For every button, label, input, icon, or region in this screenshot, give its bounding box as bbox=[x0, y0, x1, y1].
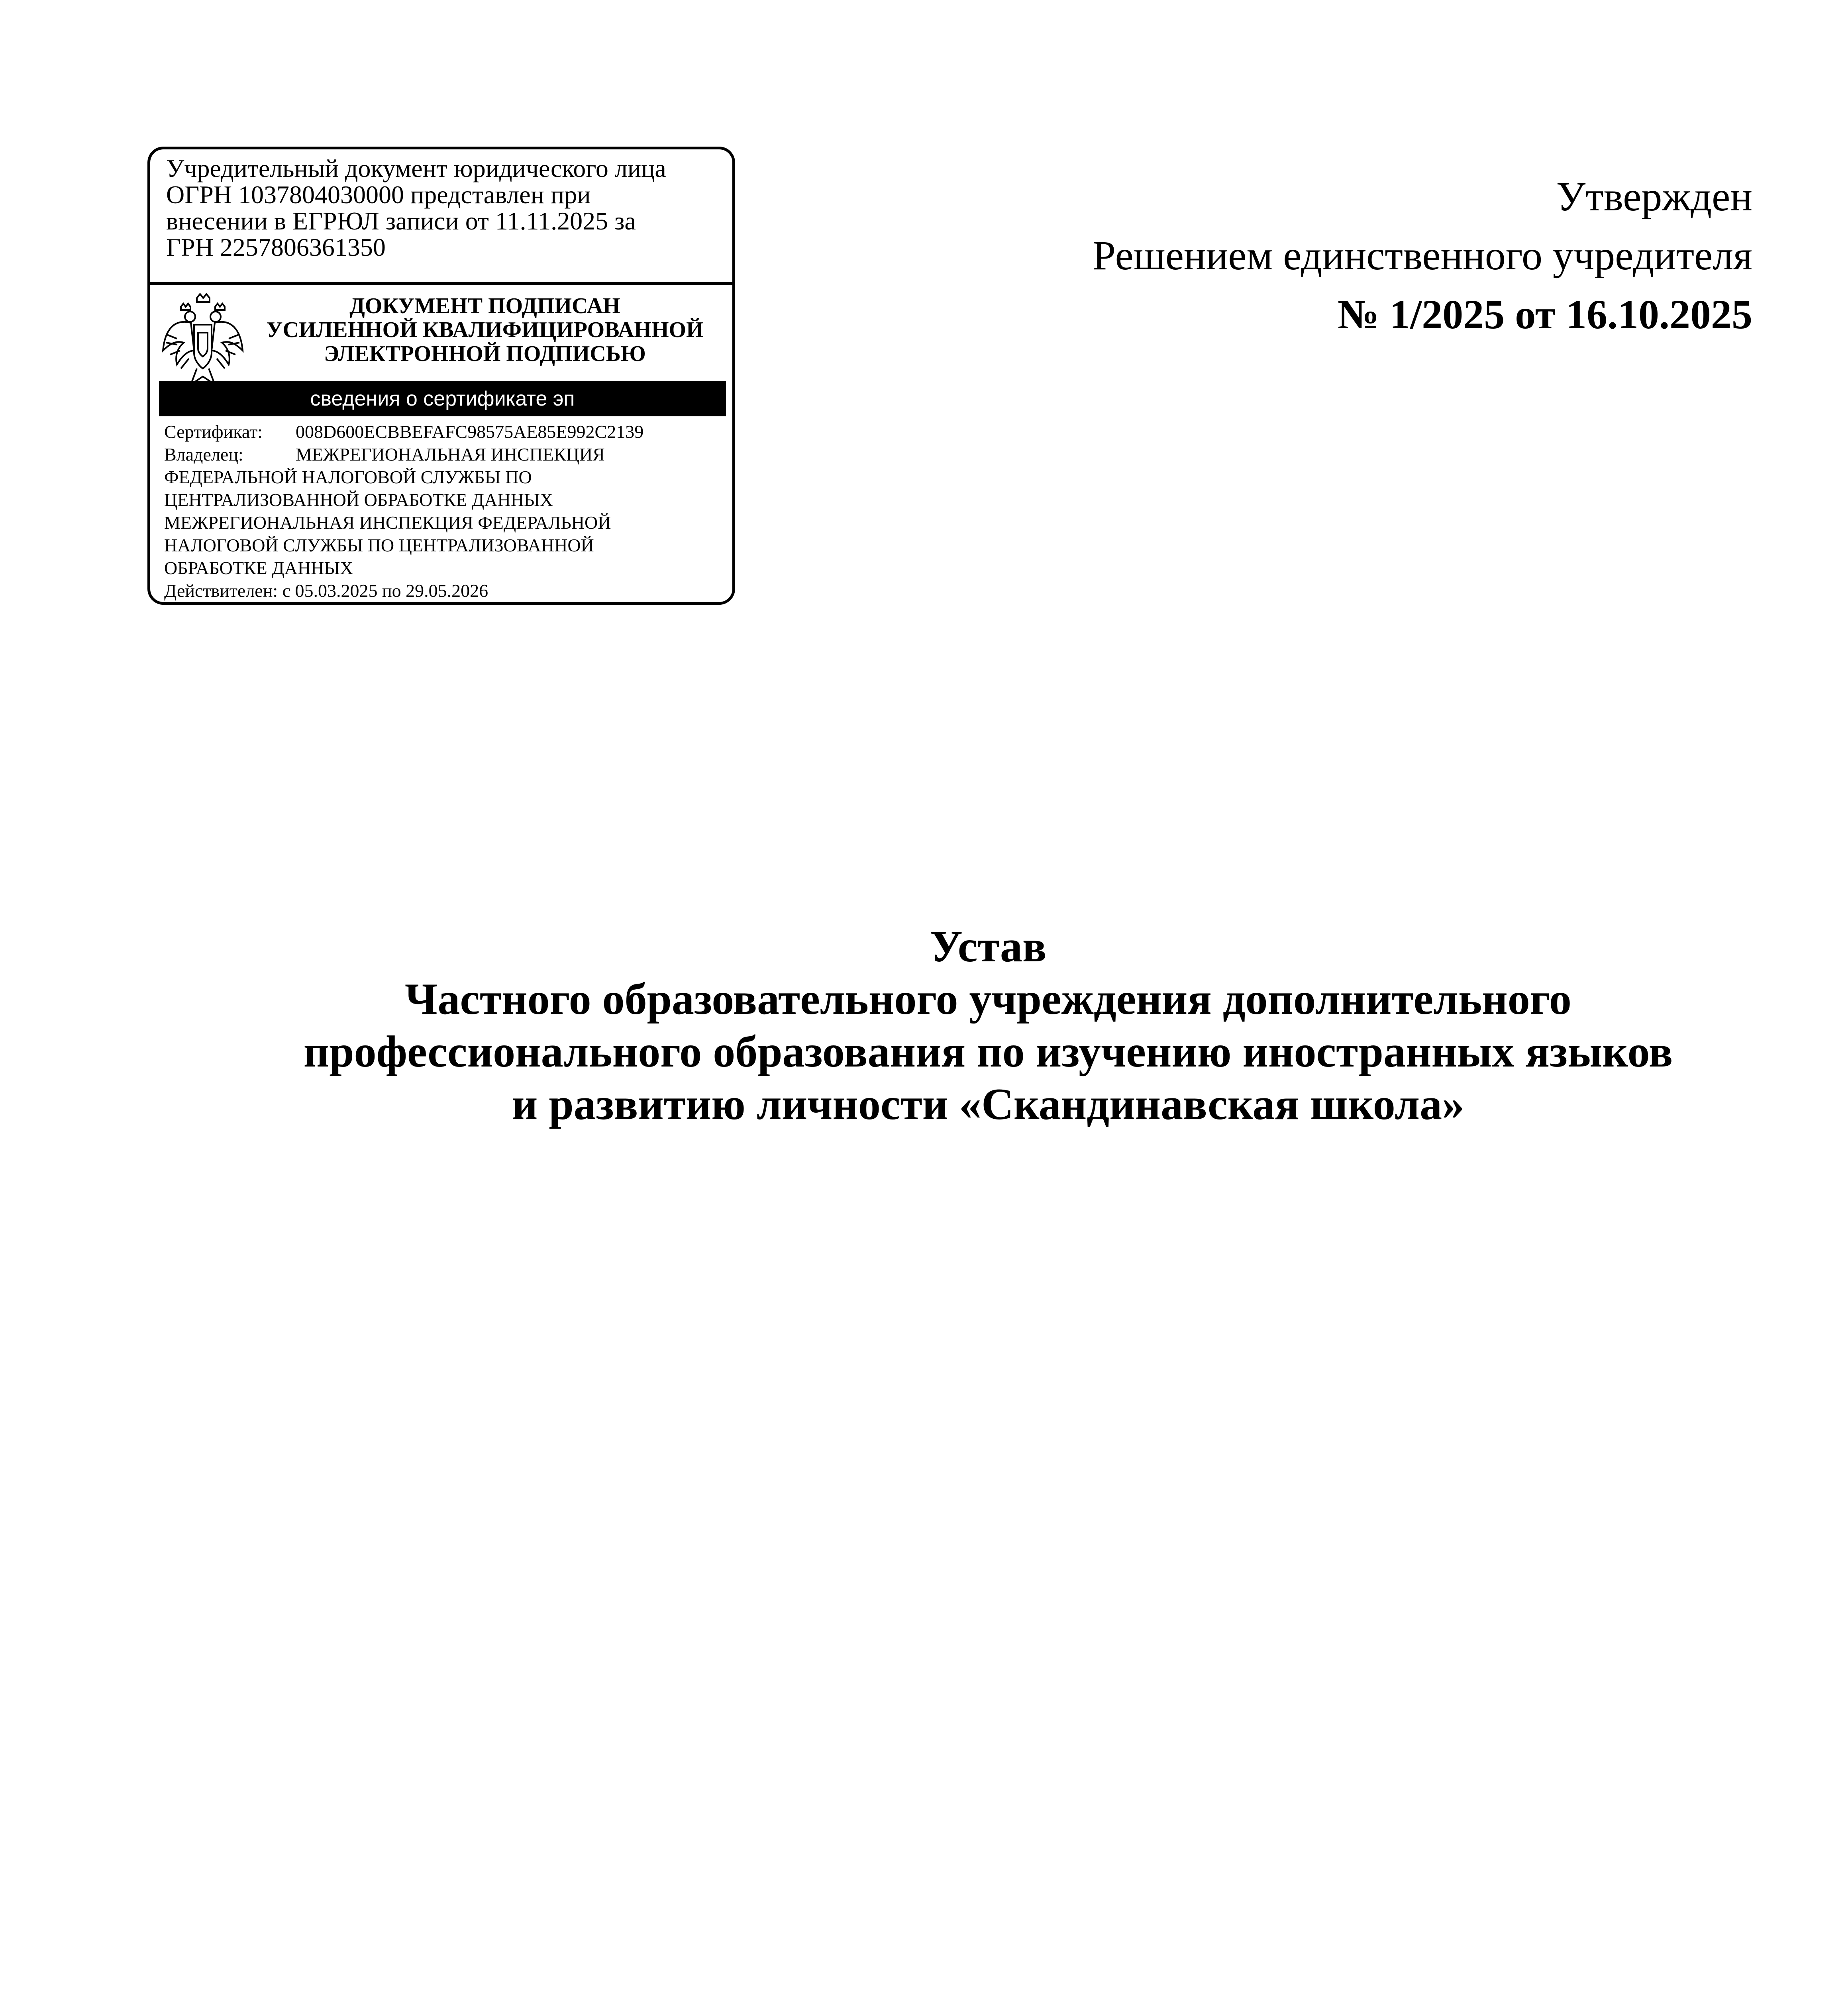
certificate-details bbox=[164, 420, 722, 602]
owner-line: ОБРАБОТКЕ ДАННЫХ bbox=[164, 558, 353, 578]
registration-line: внесении в ЕГРЮЛ записи от 11.11.2025 за bbox=[166, 207, 636, 235]
signature-stamp bbox=[147, 147, 735, 605]
validity-value: с 05.03.2025 по 29.05.2026 bbox=[282, 580, 488, 601]
approval-block bbox=[1093, 167, 1752, 344]
owner-line: НАЛОГОВОЙ СЛУЖБЫ ПО ЦЕНТРАЛИЗОВАННОЙ bbox=[164, 535, 594, 555]
certificate-label: Сертификат: bbox=[164, 422, 263, 442]
certificate-bar: сведения о сертификате эп bbox=[159, 381, 726, 416]
registration-line: ГРН 2257806361350 bbox=[166, 233, 386, 261]
certificate-value: 008D600ECBBEFAFC98575AE85E992C2139 bbox=[296, 422, 644, 442]
owner-label: Владелец: bbox=[164, 444, 243, 465]
title-line: профессионального образования по изучению иностранных языков bbox=[303, 1027, 1673, 1076]
document-title bbox=[159, 920, 1817, 1131]
owner-line: МЕЖРЕГИОНАЛЬНАЯ ИНСПЕКЦИЯ ФЕДЕРАЛЬНОЙ bbox=[164, 512, 611, 533]
registration-line: Учредительный документ юридического лица bbox=[166, 154, 666, 182]
validity-label: Действителен: bbox=[164, 580, 278, 601]
title-heading: Устав bbox=[930, 922, 1047, 971]
owner-line: ЦЕНТРАЛИЗОВАННОЙ ОБРАБОТКЕ ДАННЫХ bbox=[164, 490, 553, 510]
owner-value: МЕЖРЕГИОНАЛЬНАЯ ИНСПЕКЦИЯ bbox=[296, 444, 605, 465]
title-line: Частного образовательного учреждения дополнительного bbox=[405, 974, 1571, 1024]
signed-line: УСИЛЕННОЙ КВАЛИФИЦИРОВАННОЙ bbox=[266, 318, 704, 342]
signed-notice bbox=[254, 294, 716, 366]
signed-line: ДОКУМЕНТ ПОДПИСАН bbox=[349, 294, 620, 318]
registration-line: ОГРН 1037804030000 представлен при bbox=[166, 180, 591, 209]
registration-info bbox=[166, 155, 720, 261]
title-line: и развитию личности «Скандинавская школа» bbox=[512, 1080, 1465, 1129]
signed-line: ЭЛЕКТРОННОЙ ПОДПИСЬЮ bbox=[324, 341, 646, 366]
russian-coat-of-arms-icon bbox=[159, 291, 247, 390]
stamp-divider bbox=[150, 282, 732, 285]
owner-row bbox=[164, 443, 722, 466]
approval-decision-number: № 1/2025 от 16.10.2025 bbox=[1337, 292, 1752, 337]
certificate-row bbox=[164, 420, 722, 443]
validity-row bbox=[164, 579, 722, 602]
approval-line: Утвержден bbox=[1556, 174, 1752, 220]
owner-line: ФЕДЕРАЛЬНОЙ НАЛОГОВОЙ СЛУЖБЫ ПО bbox=[164, 467, 532, 487]
approval-line: Решением единственного учредителя bbox=[1093, 233, 1752, 278]
